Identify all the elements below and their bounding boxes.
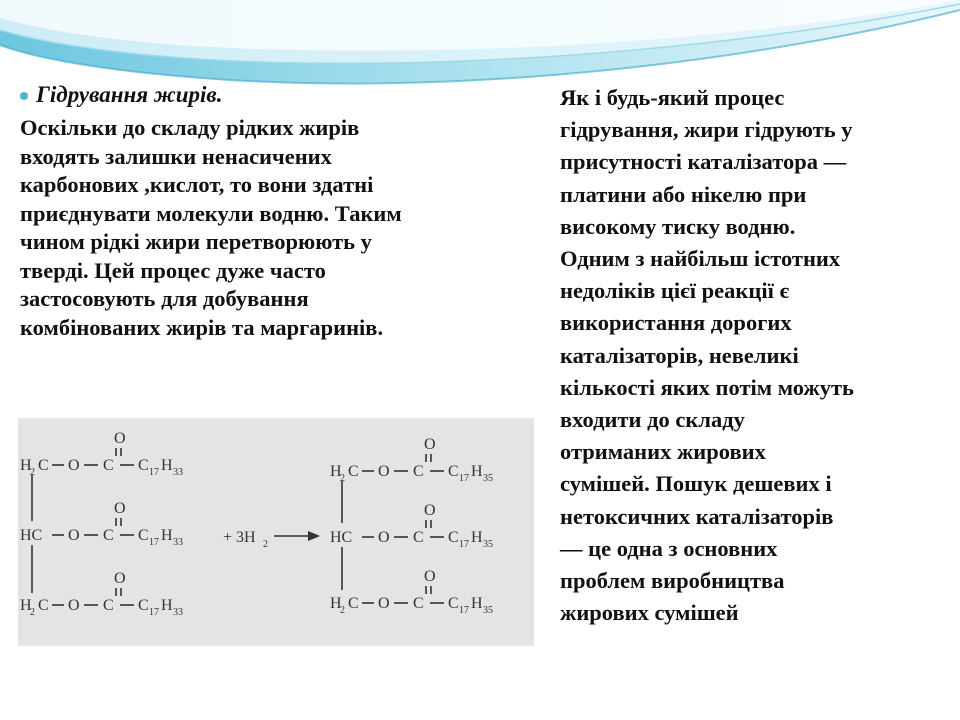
- left-line: комбінованих жирів та маргаринів.: [20, 314, 384, 340]
- c-atom: C: [38, 457, 49, 474]
- o-atom: O: [68, 527, 80, 544]
- left-line: карбонових ,кислот, то вони здатні: [20, 172, 374, 197]
- right-line: входити до складу: [560, 407, 745, 433]
- h-atom: H: [20, 597, 32, 614]
- left-column: [20, 82, 540, 342]
- chain-sub: 17: [149, 607, 159, 618]
- chain-h: H: [471, 529, 483, 546]
- chain-h: H: [471, 595, 483, 612]
- right-line: Одним з найбільш істотних: [560, 246, 841, 272]
- chain-sub: 17: [149, 467, 159, 478]
- left-line: приєднувати молекули водню. Таким: [20, 200, 402, 226]
- right-paragraph: [560, 82, 950, 629]
- chain-c: C: [138, 597, 149, 614]
- chain-h: H: [161, 527, 173, 544]
- reagent-h2: + 3H: [223, 529, 256, 546]
- o-atom: O: [378, 529, 390, 546]
- chain-h: H: [161, 597, 173, 614]
- hydrogenation-reaction-diagram: [18, 418, 534, 646]
- right-line: недоліків цієї реакції є: [560, 278, 790, 304]
- hc-group: HC: [20, 527, 43, 544]
- bullet-icon: [20, 92, 28, 100]
- left-line: чином рідкі жири перетворюють у: [20, 229, 372, 254]
- heading-row: [20, 82, 540, 108]
- hc-group: HC: [330, 529, 353, 546]
- right-line: — це одна з основних: [560, 535, 778, 561]
- right-line: проблем виробництва: [560, 568, 785, 594]
- reaction-equation: [18, 418, 534, 646]
- o-atom: O: [424, 568, 436, 585]
- o-atom: O: [378, 463, 390, 480]
- left-line: застосовують для добування: [20, 286, 309, 311]
- c-atom: C: [348, 463, 359, 480]
- chain-sub: 17: [459, 473, 469, 484]
- chain-sub: 33: [173, 467, 183, 478]
- right-line: каталізаторів, невеликі: [560, 342, 799, 368]
- o-atom: O: [378, 595, 390, 612]
- c-atom: C: [413, 595, 424, 612]
- right-line: кількості яких потім можуть: [560, 374, 854, 400]
- right-line: присутності каталізатора —: [560, 149, 847, 175]
- o-atom: O: [114, 500, 126, 517]
- chain-h: H: [471, 463, 483, 480]
- c-atom: C: [413, 529, 424, 546]
- right-line: платини або нікелю при: [560, 181, 807, 207]
- section-heading: Гідрування жирів.: [36, 82, 223, 107]
- h-atom: H: [20, 457, 32, 474]
- chain-c: C: [448, 463, 459, 480]
- chain-c: C: [138, 457, 149, 474]
- c-atom: C: [103, 527, 114, 544]
- chain-c: C: [138, 527, 149, 544]
- right-line: жирових сумішей: [560, 600, 739, 626]
- o-atom: O: [424, 436, 436, 453]
- chain-sub: 17: [459, 539, 469, 550]
- left-paragraph: [20, 114, 540, 342]
- o-atom: O: [114, 570, 126, 587]
- right-line: Як і будь-який процес: [560, 85, 785, 110]
- reagent-subscript: 2: [263, 539, 268, 550]
- right-line: гідрування, жири гідрують у: [560, 117, 853, 143]
- chain-sub: 35: [483, 473, 493, 484]
- right-column: [560, 82, 950, 629]
- c-atom: C: [103, 597, 114, 614]
- chain-sub: 35: [483, 539, 493, 550]
- chain-sub: 33: [173, 537, 183, 548]
- left-line: входять залишки ненасичених: [20, 143, 332, 169]
- h-atom: H: [330, 463, 342, 480]
- c-atom: C: [38, 597, 49, 614]
- chain-c: C: [448, 595, 459, 612]
- h2-subscript: 2: [340, 473, 345, 484]
- c-atom: C: [413, 463, 424, 480]
- right-line: отриманих жирових: [560, 439, 766, 465]
- left-line: тверді. Цей процес дуже часто: [20, 257, 326, 283]
- o-atom: O: [68, 597, 80, 614]
- c-atom: C: [103, 457, 114, 474]
- o-atom: O: [68, 457, 80, 474]
- o-atom: O: [424, 502, 436, 519]
- right-line: сумішей. Пошук дешевих і: [560, 471, 832, 497]
- c-atom: C: [348, 595, 359, 612]
- right-line: нетоксичних каталізаторів: [560, 503, 834, 529]
- chain-sub: 35: [483, 605, 493, 616]
- right-line: високому тиску водню.: [560, 213, 796, 239]
- h-atom: H: [330, 595, 342, 612]
- chain-sub: 33: [173, 607, 183, 618]
- h2-subscript: 2: [30, 607, 35, 618]
- chain-sub: 17: [459, 605, 469, 616]
- left-line: Оскільки до складу рідких жирів: [20, 115, 360, 140]
- chain-h: H: [161, 457, 173, 474]
- chain-sub: 17: [149, 537, 159, 548]
- h2-subscript: 2: [340, 605, 345, 616]
- header-wave-decoration: [0, 0, 960, 95]
- right-line: використання дорогих: [560, 310, 792, 336]
- chain-c: C: [448, 529, 459, 546]
- reaction-arrow-icon: [308, 531, 320, 541]
- o-atom: O: [114, 430, 126, 447]
- h2-subscript: 2: [30, 467, 35, 478]
